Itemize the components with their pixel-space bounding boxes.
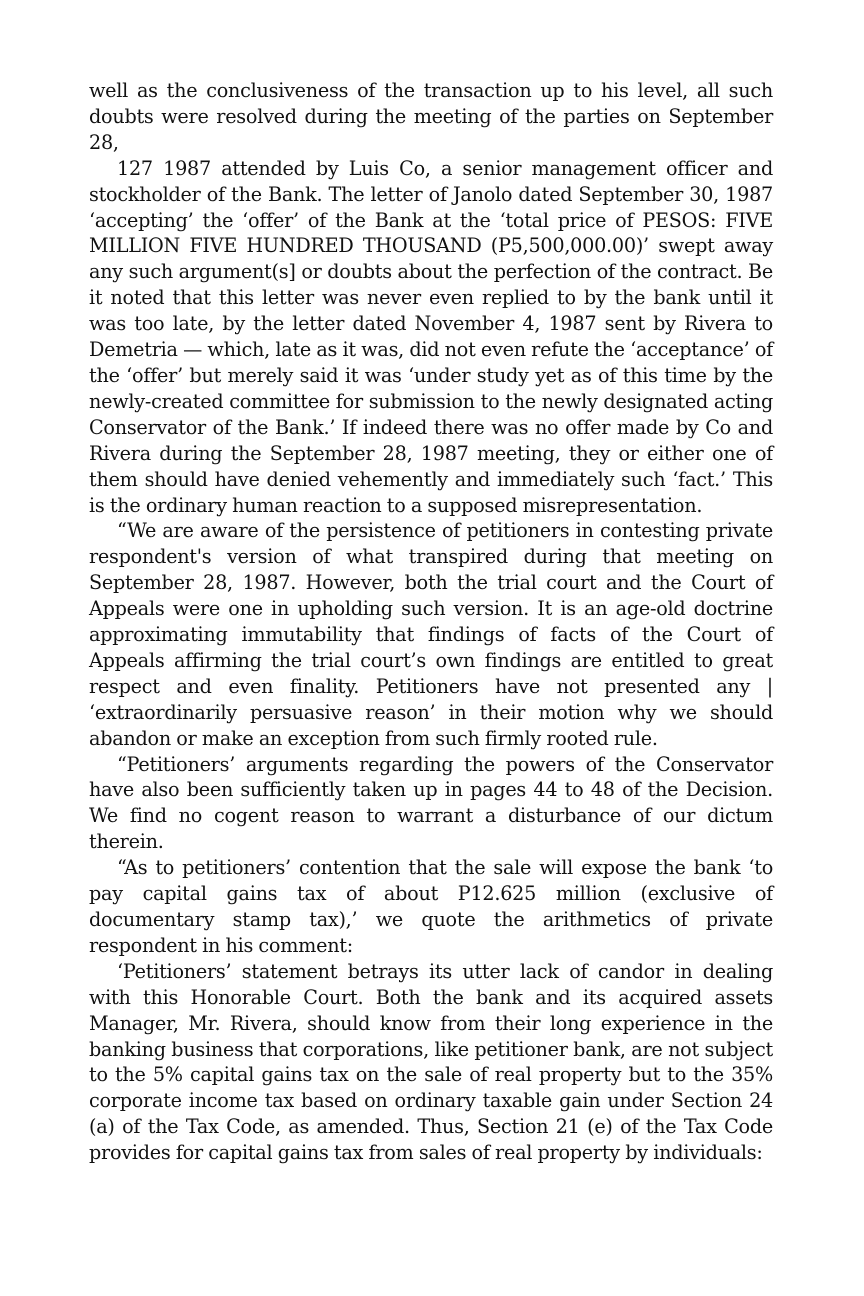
paragraph-1: well as the conclusiveness of the transaction up to his level, all such doubts were resolved during the meeting of the parties on September 28, [89,79,773,154]
paragraph-6: ‘Petitioners’ statement betrays its utter lack of candor in dealing with this Honorable Court. Both the bank and its acquired assets Manager, Mr. Rivera, should know from their long experience in the banking business that corporations, like petitioner bank, are not subject to the 5% capital gains tax on the sale of real property but to the 35% corporate income tax based on ordinary taxable gain under Section 24 (a) of the Tax Code, as amended. Thus, Section 21 (e) of the Tax Code provides for capital gains tax from sales of real property by individuals: [89,959,773,1165]
paragraph-2: 127 1987 attended by Luis Co, a senior management officer and stockholder of the Bank. The letter of Janolo dated September 30, 1987 ‘accepting’ the ‘offer’ of the Bank at the ‘total price of PESOS: FIVE MILLION FIVE HUNDRED THOUSAND (P5,500,000.00)’ swept away any such argument(s] or doubts about the perfection of the contract. Be it noted that this letter was never even replied to by the bank until it was too late, by the letter dated November 4, 1987 sent by Rivera to Demetria — which, late as it was, did not even refute the ‘acceptance’ of the ‘offer’ but merely said it was ‘under study yet as of this time by the newly-created committee for submission to the newly designated acting Conservator of the Bank.’ If indeed there was no offer made by Co and Rivera during the September 28, 1987 meeting, they or either one of them should have denied vehemently and immediately such ‘fact.’ This is the ordinary human reaction to a supposed misrepresentation. [89,156,773,517]
paragraph-4: “Petitioners’ arguments regarding the powers of the Conservator have also been sufficiently taken up in pages 44 to 48 of the Decision. We find no cogent reason to warrant a disturbance of our dictum therein. [89,752,773,854]
document-page [89,78,773,1166]
paragraph-3: “We are aware of the persistence of petitioners in contesting private respondent's version of what transpired during that meeting on September 28, 1987. However, both the trial court and the Court of Appeals were one in upholding such version. It is an age-old doctrine approximating immutability that findings of facts of the Court of Appeals affirming the trial court’s own findings are entitled to great respect and even finality. Petitioners have not presented any | ‘extraordinarily persuasive reason’ in their motion why we should abandon or make an exception from such firmly rooted rule. [89,519,773,750]
paragraph-5: “As to petitioners’ contention that the sale will expose the bank ‘to pay capital gains tax of about P12.625 million (exclusive of documentary stamp tax),’ we quote the arithmetics of private respondent in his comment: [89,856,773,957]
